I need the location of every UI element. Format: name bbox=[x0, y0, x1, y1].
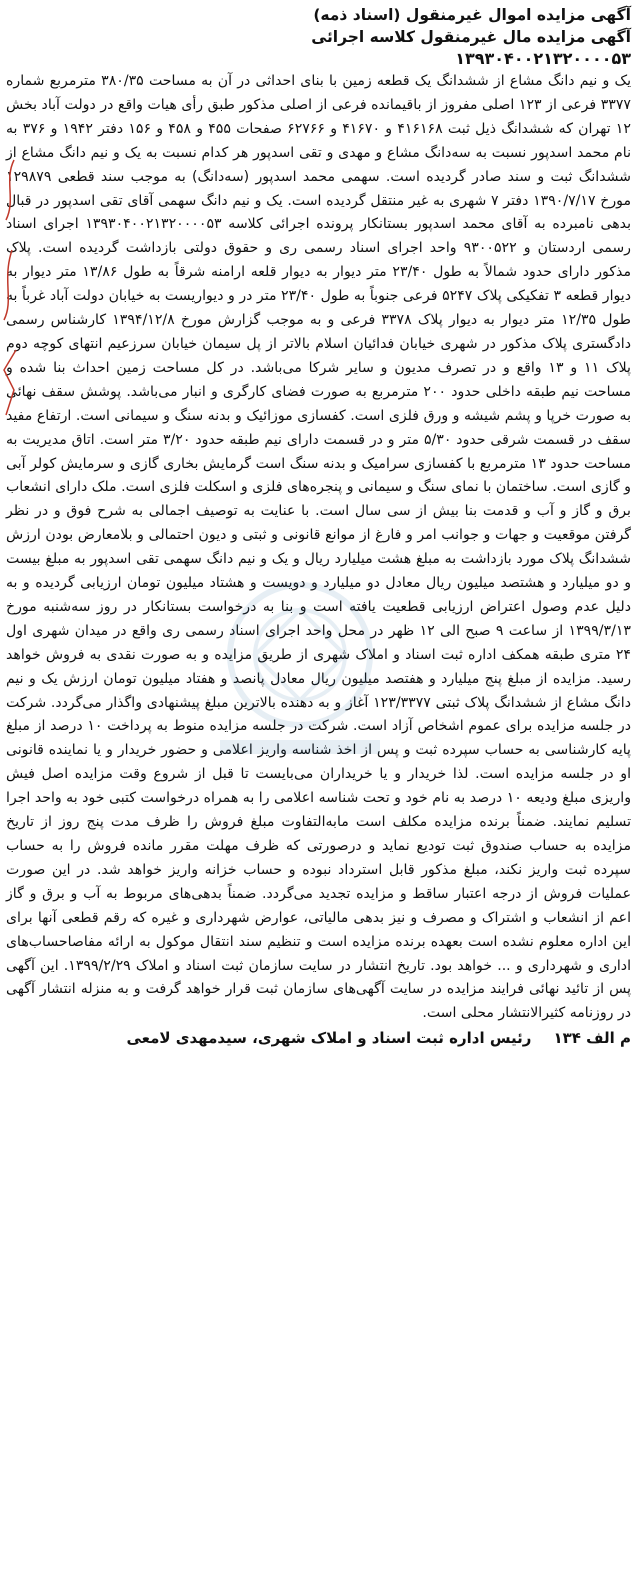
case-number: ۱۳۹۳۰۴۰۰۲۱۳۲۰۰۰۰۵۳ bbox=[455, 49, 631, 68]
auction-notice bbox=[6, 4, 631, 1572]
notice-title: آگهی مزایده اموال غیرمنقول (اسناد ذمه) bbox=[313, 6, 631, 24]
notice-paragraph: یک و نیم دانگ مشاع از ششدانگ یک قطعه زمین با بنای احداثی در آن به مساحت ۳۸۰/۳۵ مترمربع شماره ۳۳۷۷ فرعی از ۱۲۳ اصلی مفروز از باقیمانده فرعی از اصلی مذکور طبق رأی هیات واقع در دولت آباد بخش ۱۲ تهران که ششدانگ ذیل ثبت ۴۱۶۱۶۸ و ۴۱۶۷۰ و ۶۲۷۶۶ صفحات ۴۵۵ و ۴۵۸ و ۱۵۶ دفتر ۱۹۴۲ و ۳۷۶ به نام محمد اسدپور نسبت به سه‌دانگ مشاع و مهدی و تقی اسدپور هر کدام نسبت به یک و نیم دانگ مشاع از ششدانگ ثبت و سند صادر گردیده است. سهمی محمد اسدپور (سه‌دانگ) به موجب سند قطعی ۱۲۹۸۷۹ مورخ ۱۳۹۰/۷/۱۷ دفتر ۷ شهری به غیر منتقل گردیده است. یک و نیم دانگ سهمی آقای تقی اسدپور در قبال بدهی نامبرده به آقای محمد اسدپور بستانکار پرونده اجرائی کلاسه ۱۳۹۳۰۴۰۰۲۱۳۲۰۰۰۰۵۳ اجرای اسناد رسمی اردستان و ۹۳۰۰۵۲۲ واحد اجرای اسناد رسمی ری و حقوق دولتی بازداشت گردیده است. پلاک مذکور دارای حدود شمالاً به طول ۲۳/۴۰ متر دیوار به دیوار قلعه ارامنه شرقاً به طول ۱۳/۸۶ متر دیوار به دیوار قطعه ۳ تفکیکی پلاک ۵۲۴۷ فرعی جنوباً به طول ۲۳/۴۰ متر در و دیواریست به خیابان دولت آباد غرباً به طول ۱۲/۳۵ متر دیوار به دیوار پلاک ۳۳۷۸ فرعی و به موجب گزارش مورخ ۱۳۹۴/۱۲/۸ کارشناس رسمی دادگستری پلاک مذکور در شهری خیابان فدائیان اسلام بالاتر از پل سیمان خیابان سرزعیم انتهای کوچه دوم پلاک ۱۱ و ۱۳ واقع و در تصرف مدیون و سایر شرکا می‌باشد. در کل مساحت زمین احداث بنا شده و مساحت نیم طبقه داخلی حدود ۲۰۰ مترمربع به صورت فضای کارگری و انبار می‌باشد. پوشش سقف نهائی به صورت خرپا و پشم شیشه و ورق فلزی است. کفسازی موزائیک و بدنه سنگ و سیمانی است. ارتفاع مفید سقف در قسمت شرقی حدود ۵/۳۰ متر و در قسمت دارای نیم طبقه حدود ۳/۲۰ متر است. اتاق مدیریت به مساحت حدود ۱۳ مترمربع با کفسازی سرامیک و بدنه سنگ است گرمایش بخاری گازی و سرمایش کولر آبی و گازی است. ساختمان با نمای سنگ و سیمانی و پنجره‌های فلزی و اسکلت فلزی است. ملک دارای انشعاب برق و گاز و آب و قدمت بنا بیش از سی سال است. با عنایت به توصیف اجمالی به شرح فوق و در نظر گرفتن موقعیت و جهات و جوانب امر و فارغ از موانع قانونی و ثبتی و دیون احتمالی و بلامعارض بودن ارزش ششدانگ پلاک مورد بازداشت به مبلغ هشت میلیارد ریال و یک و نیم دانگ سهمی تقی اسدپور به مبلغ بیست و دو میلیارد و هشتصد میلیون ریال معادل دو میلیارد و دویست و هشتاد میلیون تومان ارزیابی گردیده و به دلیل عدم وصول اعتراض ارزیابی قطعیت یافته است و بنا به درخواست بستانکار در روز سه‌شنبه مورخ ۱۳۹۹/۳/۱۳ از ساعت ۹ صبح الی ۱۲ ظهر در محل واحد اجرای اسناد رسمی ری واقع در میدان شهری اول ۲۴ متری طبقه همکف اداره ثبت اسناد و املاک شهری از طریق مزایده و به صورت نقدی به فروش خواهد رسید. مزایده از مبلغ پنج میلیارد و هفتصد میلیون ریال معادل پانصد و هفتاد میلیون تومان ارزش یک و نیم دانگ مشاع از ششدانگ پلاک ثبتی ۱۲۳/۳۳۷۷ آغاز و به دهنده بالاترین مبلغ پیشنهادی واگذار می‌گردد. شرکت در جلسه مزایده برای عموم اشخاص آزاد است. شرکت در جلسه مزایده منوط به پرداخت ۱۰ درصد از مبلغ پایه کارشناسی به حساب سپرده ثبت و پس از اخذ شناسه واریز اعلامی و حضور خریدار و یا نماینده قانونی او در جلسه مزایده است. لذا خریدار و یا خریداران می‌بایست تا قبل از شروع وقت مزایده اصل فیش واریزی مبلغ ودیعه ۱۰ درصد به نام خود و تحت شناسه اعلامی را به همراه درخواست کتبی خود به واحد اجرا تسلیم نمایند. ضمناً برنده مزایده مکلف است مابه‌التفاوت مبلغ فروش را ظرف مدت پنج روز از تاریخ مزایده به حساب صندوق ثبت تودیع نماید و درصورتی که ظرف مهلت مقرر مانده فروش را به حساب سپرده ثبت واریز نکند، مبلغ مذکور قابل استرداد نبوده و حساب خزانه واریز خواهد شد. در این صورت عملیات فروش از درجه اعتبار ساقط و مزایده تجدید می‌گردد. ضمناً بدهی‌های مربوط به آب و برق و گاز اعم از انشعاب و اشتراک و مصرف و نیز بدهی مالیاتی، عوارض شهرداری و غیره که رقم قطعی آنها برای این اداره معلوم نشده است بعهده برنده مزایده است و تنظیم سند انتقال موکول به ارائه مفاصاحساب‌های اداری و شهرداری و ... خواهد بود. تاریخ انتشار در سایت سازمان ثبت اسناد و املاک ۱۳۹۹/۲/۲۹. این آگهی پس از تائید نهائی فرایند مزایده در سایت آگهی‌های سازمان ثبت قرار خواهد گرفت و به منزله انتشار آگهی در روزنامه کثیرالانتشار محلی است. bbox=[6, 73, 632, 1022]
signature-code: م الف ۱۳۴ bbox=[553, 1029, 631, 1048]
notice-body bbox=[6, 70, 631, 1026]
signature-name: رئیس اداره ثبت اسناد و املاک شهری، سیدمهدی لامعی bbox=[126, 1029, 532, 1048]
notice-subtitle: آگهی مزایده مال غیرمنقول کلاسه اجرائی bbox=[311, 28, 631, 46]
signature-block bbox=[6, 1026, 631, 1050]
